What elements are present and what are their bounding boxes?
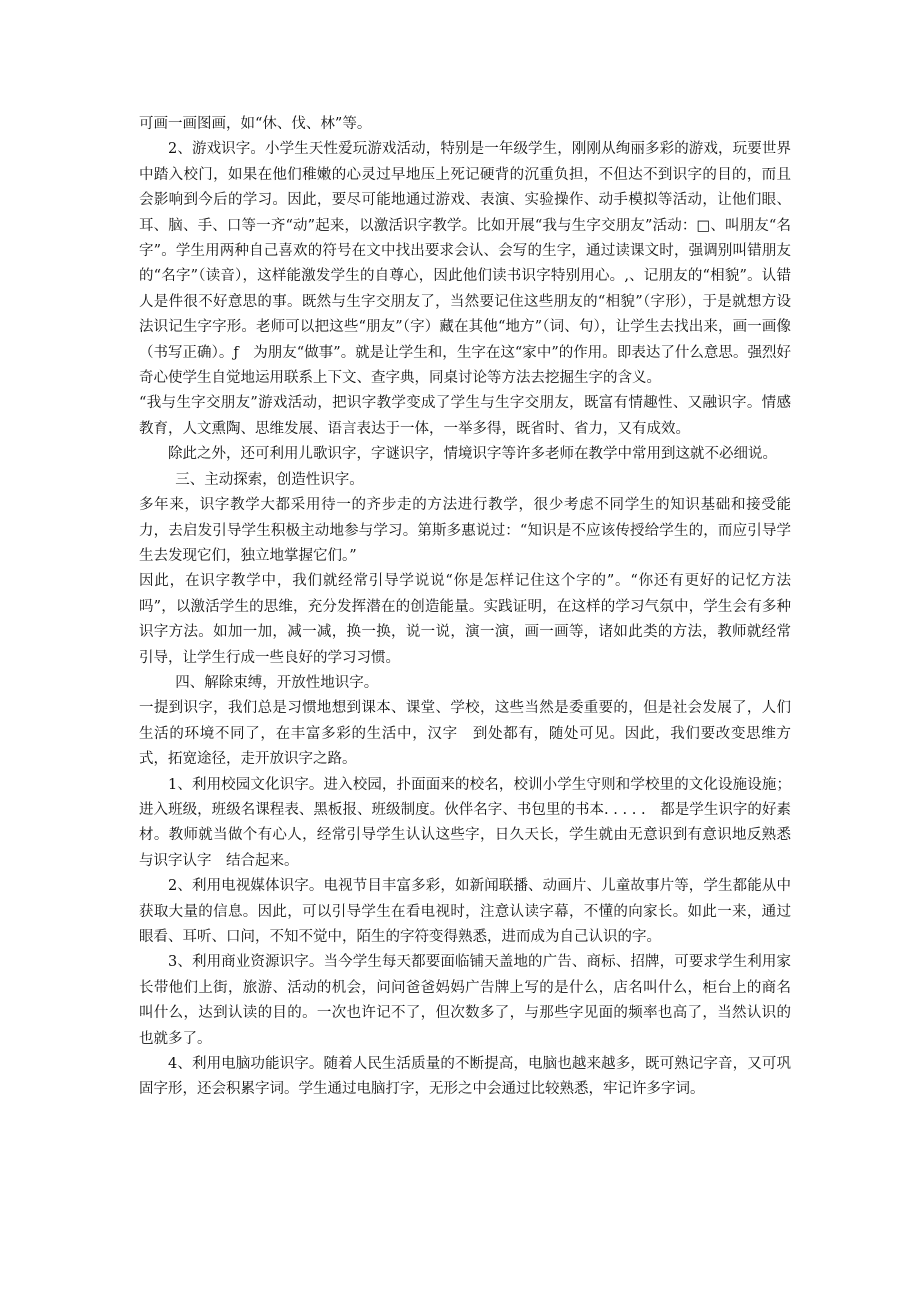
paragraph-active-exploration: 多年来，识字教学大都采用待一的齐步走的方法进行教学，很少考虑不同学生的知识基础和接受能力，去启发引导学生积极主动地参与学习。第斯多惠说过：“知识是不应该传授给学生的，而应引导学生去发现它们，独立地掌握它们。” — [139, 497, 791, 564]
paragraph-tv-media: 2、利用电视媒体识字。电视节目丰富多彩，如新闻联播、动画片、儿童故事片等，学生都能从中获取大量的信息。因此，可以引导学生在看电视时，注意认读字幕，不懂的向家长。如此一来，通过眼看、耳听、口问，不知不觉中，陌生的字符变得熟悉，进而成为自己认识的字。 — [139, 878, 791, 945]
paragraph-other-methods: 除此之外，还可利用儿歌识字，字谜识字，情境识字等许多老师在教学中常用到这就不必细说。 — [168, 446, 777, 463]
paragraph-computer-functions: 4、利用电脑功能识字。随着人民生活质量的不断提高，电脑也越来越多，既可熟记字音，又可巩固字形，还会积累字词。学生通过电脑打字，无形之中会通过比较熟悉，牢记许多字词。 — [139, 1056, 791, 1098]
section-heading-3: 三、主动探索，创造性识字。 — [175, 471, 364, 488]
paragraph-memory-methods: 因此，在识字教学中，我们就经常引导学说说“你是怎样记住这个字的”。“你还有更好的记忆方法吗”，以激活学生的思维，充分发挥潜在的创造能量。实践证明，在这样的学习气氛中，学生会有多种识字方法。如加一加，减一减，换一换，说一说，演一演，画一画等，诸如此类的方法，教师就经常引导，让学生行成一些良好的学习习惯。 — [139, 573, 791, 666]
paragraph-friend-activity: “我与生字交朋友”游戏活动，把识字教学变成了学生与生字交朋友，既富有情趣性、又融识字。情感教育，人文熏陶、思维发展、语言表达于一体，一举多得，既省时、省力，又有成效。 — [139, 395, 791, 437]
paragraph-open-literacy: 一提到识字，我们总是习惯地想到课本、课堂、学校，这些当然是委重要的，但是社会发展了，人们生活的环境不同了，在丰富多彩的生活中，汉字 到处都有，随处可见。因此，我们要改变思维方式，拓宽途径，走开放识字之路。 — [139, 700, 791, 768]
paragraph-continuation: 可画一画图画，如“休、伐、林”等。 — [139, 116, 372, 132]
document-body — [139, 112, 791, 1103]
paragraph-game-literacy: 2、游戏识字。小学生天性爱玩游戏活动，特别是一年级学生，刚刚从绚丽多彩的游戏，玩要世界中踏入校门，如果在他们稚嫩的心灵过早地压上死记硬背的沉重负担，不但达不到识字的目的，而且会影响到今后的学习。因此，要尽可能地通过游戏、表演、实验操作、动手模拟等活动，让他们眼、耳、脑、手、口等一齐“动”起来，以激活识字教学。比如开展“我与生字交朋友”活动：□、叫朋友“名字”。学生用两种自己喜欢的符号在文中找出要求会认、会写的生字，通过读课文时，强调别叫错朋友的“名字”（读音），这样能激发学生的自尊心，因此他们读书识字特别用心。,、记朋友的“相貌”。认错人是件很不好意思的事。既然与生字交朋友了，当然要记住这些朋友的“相貌”（字形），于是就想方设法识记生字字形。老师可以把这些“朋友”（字）藏在其他“地方”（词、句），让学生去找出来，画一画像（书写正确）。ƒ 为朋友“做事”。就是让学生和，生字在这“家中”的作用。即表达了什么意思。强烈好奇心使学生自觉地运用联系上下文、查字典，同桌讨论等方法去挖掘生字的含义。 — [139, 141, 791, 387]
paragraph-commercial-resources: 3、利用商业资源识字。当今学生每天都要面临铺天盖地的广告、商标、招牌，可要求学生利用家长带他们上街，旅游、活动的机会，问问爸爸妈妈广告牌上写的是什么，店名叫什么，柜台上的商名叫什么，达到认读的目的。一次也许记不了，但次数多了，与那些字见面的频率也高了，当然认识的也就多了。 — [139, 954, 791, 1047]
paragraph-campus-culture: 1、利用校园文化识字。进入校园，扑面面来的校名，校训小学生守则和学校里的文化设施设施；进入班级，班级名课程表、黑板报、班级制度。伙伴名字、书包里的书本. . . . . 都是学生识字的好素材。教师就当做个有心人，经常引导学生认认这些字，日久天长，学生就由无意识到有意识地反熟悉与识字认字 结合起来。 — [139, 776, 791, 869]
section-heading-4: 四、解除束缚，开放性地识字。 — [175, 674, 379, 691]
